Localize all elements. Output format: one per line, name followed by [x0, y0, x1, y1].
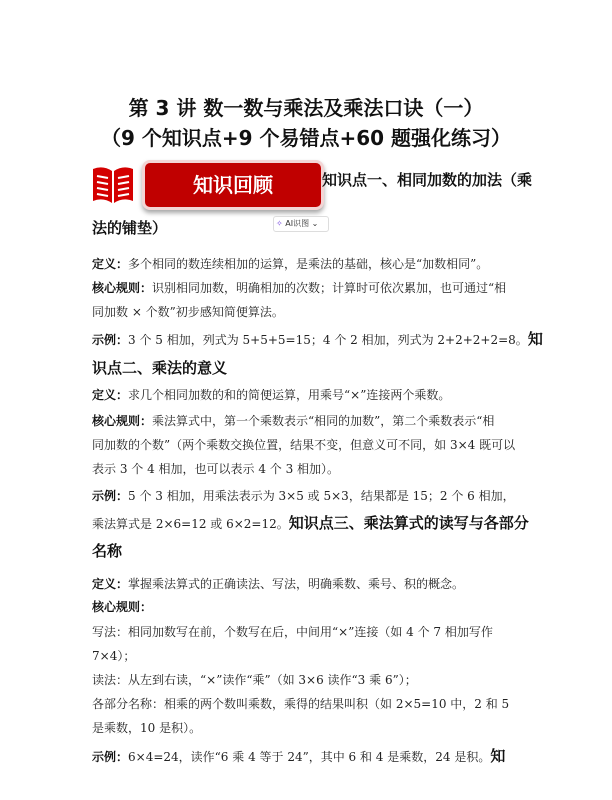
- chevron-down-icon: ⌄: [311, 219, 319, 228]
- text-segment: 5 个 3 相加，用乘法表示为 3×5 或 5×3，结果都是 15；2 个 6 相加，: [128, 489, 515, 503]
- text-line: [92, 488, 522, 504]
- knowledge-review-banner: 知识回顾: [142, 160, 324, 210]
- text-line: [92, 437, 522, 453]
- text-segment: 写法：相同加数写在前，个数写在后，中间用“×”连接（如 4 个 7 相加写作: [92, 625, 493, 639]
- text-line: [92, 280, 522, 296]
- text-segment: 掌握乘法算式的正确读法、写法，明确乘数、乘号、积的概念。: [128, 577, 465, 591]
- text-segment: 是乘数，10 是积）。: [92, 721, 202, 735]
- section-heading: 知: [527, 330, 543, 348]
- text-line: [92, 461, 522, 477]
- text-line: [92, 696, 522, 712]
- text-segment: 表示 3 个 4 相加，也可以表示 4 个 3 相加）。: [92, 462, 340, 476]
- ai-button-label: AI识图: [285, 219, 310, 228]
- title-line-1: 第 3 讲 数一数与乘法及乘法口诀（一）: [128, 96, 484, 120]
- title-line-2: （9 个知识点+9 个易错点+60 题强化练习）: [100, 126, 512, 150]
- text-line: [92, 648, 522, 664]
- book-icon: [91, 165, 135, 205]
- text-line: [92, 330, 543, 348]
- text-segment: 3 个 5 相加，列式为 5+5+5=15；4 个 2 相加，列式为 2+2+2+2=8。: [128, 333, 528, 347]
- text-segment: 同加数的个数”（两个乘数交换位置，结果不变，但意义可不同，如 3×4 既可以: [92, 438, 516, 452]
- section-heading: 法的铺垫）: [92, 219, 168, 237]
- bold-label: 示例：: [92, 750, 129, 764]
- section-heading: 知识点三、乘法算式的读写与各部分: [288, 514, 529, 532]
- text-line: [92, 304, 522, 320]
- section-heading: 名称: [92, 542, 123, 560]
- bold-label: 定义：: [92, 388, 129, 402]
- bold-label: 核心规则：: [92, 600, 153, 614]
- text-segment: 6×4=24，读作“6 乘 4 等于 24”，其中 6 和 4 是乘数，24 是积。: [128, 750, 491, 764]
- text-line: [92, 543, 522, 560]
- text-line: [92, 360, 522, 377]
- text-line: [92, 599, 522, 615]
- text-line: [92, 387, 522, 403]
- text-segment: 乘法算式是 2×6=12 或 6×2=12。: [92, 517, 289, 531]
- text-segment: 乘法算式中，第一个乘数表示“相同的加数”，第二个乘数表示“相: [152, 414, 495, 428]
- text-segment: 同加数 × 个数”初步感知简便算法。: [92, 305, 284, 319]
- text-segment: 7×4）；: [92, 649, 136, 663]
- text-segment: 求几个相同加数的和的简便运算，用乘号“×”连接两个乘数。: [128, 388, 451, 402]
- text-line: [92, 672, 522, 688]
- text-line: [322, 172, 612, 189]
- text-line: [92, 576, 522, 592]
- text-line: [92, 624, 522, 640]
- bold-label: 定义：: [92, 257, 129, 271]
- text-line: [92, 256, 522, 272]
- text-segment: 识别相同加数，明确相加的次数；计算时可依次累加，也可通过“相: [152, 281, 507, 295]
- text-segment: 各部分名称：相乘的两个数叫乘数，乘得的结果叫积（如 2×5=10 中，2 和 5: [92, 697, 510, 711]
- text-segment: 多个相同的数连续相加的运算，是乘法的基础，核心是“加数相同”。: [128, 257, 489, 271]
- text-segment: 读法：从左到右读，“×”读作“乘”（如 3×6 读作“3 乘 6”）；: [92, 673, 417, 687]
- section-heading: 知: [490, 747, 506, 765]
- bold-label: 定义：: [92, 577, 129, 591]
- bold-label: 示例：: [92, 489, 129, 503]
- text-line: [92, 220, 522, 237]
- section-heading: 识点二、乘法的意义: [92, 359, 228, 377]
- sparkle-icon: ✧: [276, 219, 283, 228]
- text-line: [92, 720, 522, 736]
- section-heading: 知识点一、相同加数的加法（乘: [322, 171, 533, 189]
- bold-label: 核心规则：: [92, 414, 153, 428]
- text-line: [92, 514, 529, 532]
- text-line: [92, 748, 522, 765]
- text-line: [92, 413, 522, 429]
- bold-label: 示例：: [92, 333, 129, 347]
- bold-label: 核心规则：: [92, 281, 153, 295]
